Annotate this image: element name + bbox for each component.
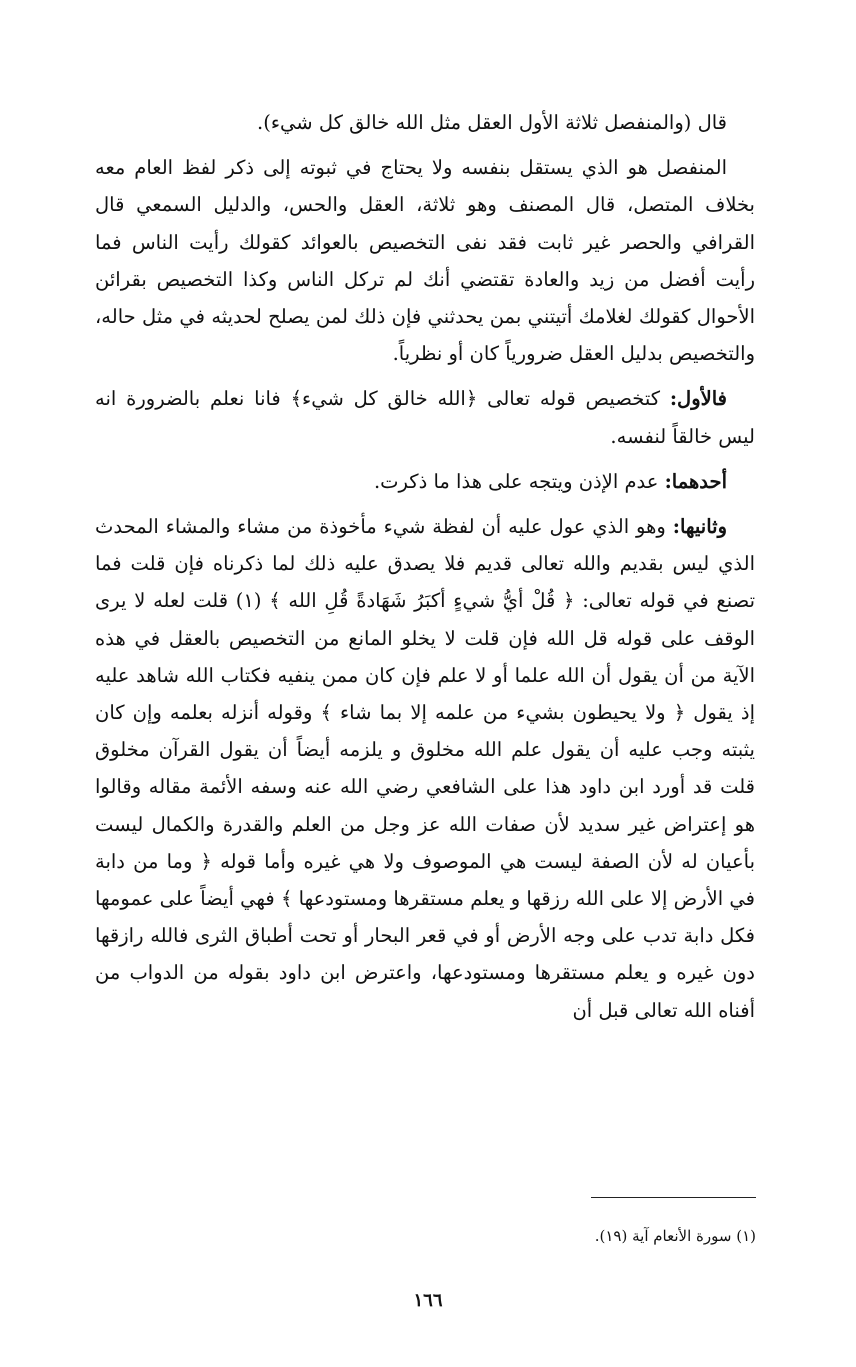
paragraph-second [95, 508, 755, 1029]
paragraph-one-of-them [95, 463, 755, 500]
paragraph-first-text: كتخصيص قوله تعالى ﴿الله خالق كل شيء﴾ فانا نعلم بالضرورة انه ليس خالقاً لنفسه. [95, 387, 755, 448]
footnote-divider [591, 1197, 756, 1198]
paragraph-quote: قال (والمنفصل ثلاثة الأول العقل مثل الله خالق كل شيء). [257, 111, 727, 134]
paragraph-second-text: وهو الذي عول عليه أن لفظة شيء مأخوذة من مشاء والمشاء المحدث الذي ليس بقديم والله تعالى قديم فلا يصدق عليه ذلك لما ذكرناه فإن قلت فما تصنع في قوله تعالى: ﴿ قُلْ أيُّ شيءٍ أكبَرُ شَهَادةً قُلِ الله ﴾ (١) قلت لعله لا يرى الوقف على قوله قل الله فإن قلت لا يخلو المانع من التخصيص بالعقل في هذه الآية من أن يقول أن الله علما أو لا علم فإن كان ممن ينفيه فكتاب الله شاهد عليه إذ يقول ﴿ ولا يحيطون بشيء من علمه إلا بما شاء ﴾ وقوله أنزله بعلمه وإن كان يثبته وجب عليه أن يقول علم الله مخلوق و يلزمه أيضاً أن يقول القرآن مخلوق قلت قد أورد ابن داود هذا على الشافعي رضي الله عنه وسفه الأئمة مقاله وقالوا هو إعتراض غير سديد لأن صفات الله عز وجل من العلم والقدرة والكمال ليست بأعيان له لأن الصفة ليست هي الموصوف ولا هي غيره وأما قوله ﴿ وما من دابة في الأرض إلا على الله رزقها و يعلم مستقرها ومستودعها ﴾ فهي أيضاً على عمومها فكل دابة تدب على وجه الأرض أو في قعر البحار أو تحت أطباق الثرى فالله رازقها دون غيره و يعلم مستقرها ومستودعها، واعترض ابن داود بقوله من الدواب من أفناه الله تعالى قبل أن [95, 515, 756, 1022]
paragraph-explanation: المنفصل هو الذي يستقل بنفسه ولا يحتاج في ثبوته إلى ذكر لفظ العام معه بخلاف المتصل، قال المصنف وهو ثلاثة، العقل والحس، والدليل السمعي قال القرافي والحصر غير ثابت فقد نفى التخصيص بالعوائد كقولك رأيت الناس فما رأيت أفضل من زيد والعادة تقتضي أنك لم تركل الناس وكذا التخصيص بقرائن الأحوال كقولك لغلامك أتيتني بمن يحدثني فإن ذلك لمن يصلح لحديثه في مثل حاله، والتخصيص بدليل العقل ضرورياً كان أو نظرياً. [95, 156, 756, 366]
page-number: ١٦٦ [413, 1290, 443, 1311]
paragraph-second-label: وثانيها: [672, 515, 727, 539]
footnote: (١) سورة الأنعام آية (١٩). [594, 1227, 756, 1245]
paragraph-first [95, 380, 755, 454]
paragraph-first-label: فالأول: [669, 387, 727, 411]
page-body [95, 104, 755, 1029]
paragraph-one-of-them-text: عدم الإذن ويتجه على هذا ما ذكرت. [373, 469, 665, 493]
paragraph-one-of-them-label: أحدهما: [664, 469, 727, 493]
